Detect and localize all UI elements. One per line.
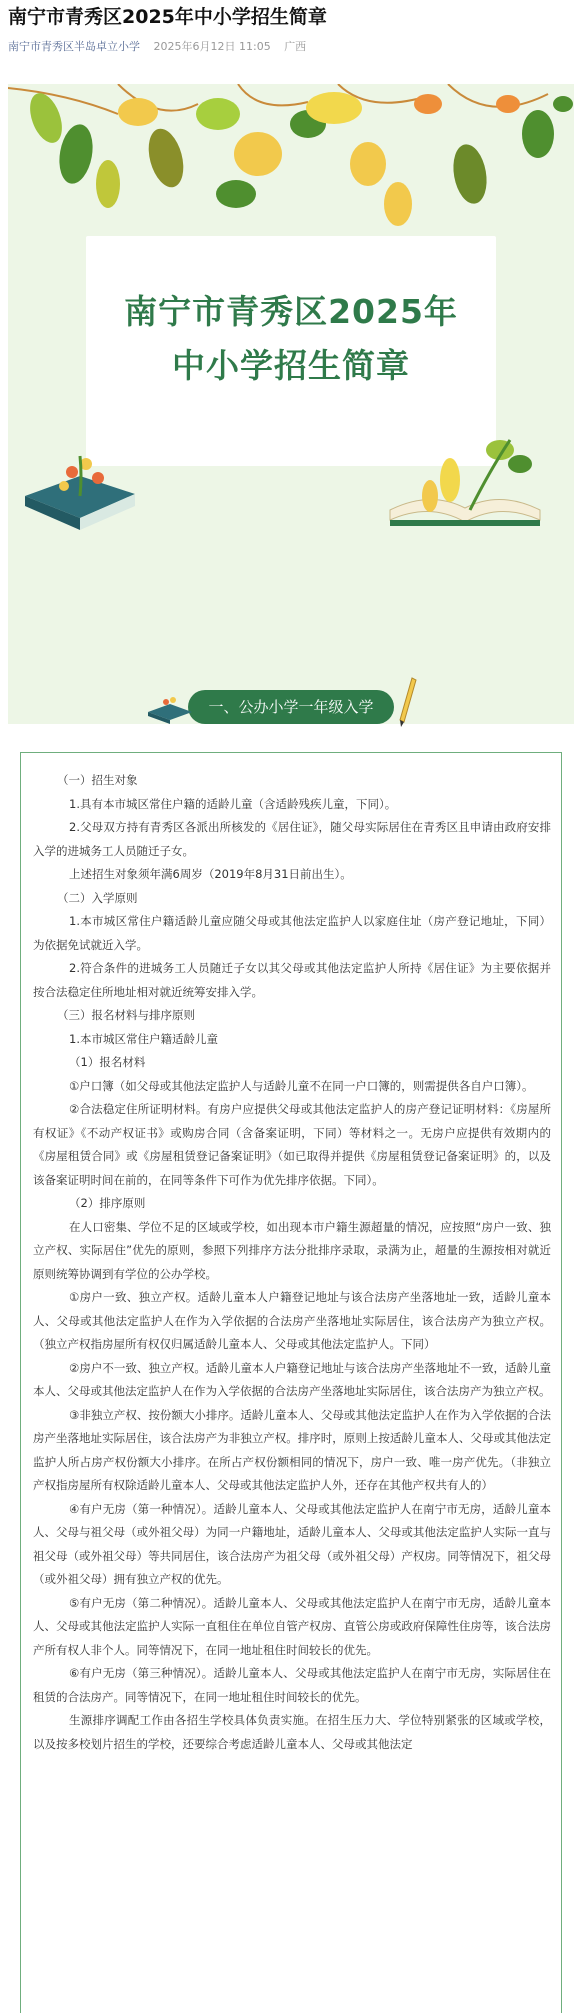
- body-paragraph: （2）排序原则: [69, 1196, 146, 1210]
- body-paragraph: 1.本市城区常住户籍适龄儿童: [69, 1031, 218, 1046]
- body-paragraph: 在人口密集、学位不足的区域或学校，如出现本市户籍生源超量的情况，应按照“房户一致、独立产权、实际居住”优先的原则，参照下列排序方法分批排序录取，录满为止，超量的生源按相对就近原则统筹协调到有学位的公办学校。: [33, 1219, 551, 1281]
- body-paragraph: ④有户无房（第一种情况）。适龄儿童本人、父母或其他法定监护人在南宁市无房，适龄儿童本人、父母与祖父母（或外祖父母）为同一户籍地址，适龄儿童本人、父母或其他法定监护人实际一直与祖父母（或外祖父母）等共同居住，该合法房产为祖父母（或外祖父母）产权房。同等情况下，祖父母（或外祖父母）拥有独立产权的优先。: [33, 1501, 551, 1586]
- article-meta: [8, 38, 306, 56]
- publish-date: 2025年6月12日 11:05: [153, 40, 271, 53]
- leaves-decoration-icon: [8, 84, 574, 234]
- poster-title-line2: 中小学招生简章: [172, 346, 410, 385]
- article-body: [33, 769, 551, 1756]
- book-with-flowers-icon: [20, 446, 140, 536]
- body-paragraph: 2.父母双方持有青秀区各派出所核发的《居住证》，随父母实际居住在青秀区且申请由政府安排入学的进城务工人员随迁子女。: [33, 820, 551, 858]
- body-paragraph: ①户口簿（如父母或其他法定监护人与适龄儿童不在同一户口簿的，则需提供各自户口簿）。: [69, 1078, 534, 1093]
- body-paragraph: ⑤有户无房（第二种情况）。适龄儿童本人、父母或其他法定监护人在南宁市无房，适龄儿童本人、父母或其他法定监护人实际一直租住在单位自管产权房、直管公房或政府保障性住房等，该合法房产所有权人非个人。同等情况下，在同一地址租住时间较长的优先。: [33, 1595, 551, 1657]
- body-paragraph: （一）招生对象: [57, 773, 138, 787]
- account-name-link[interactable]: 南宁市青秀区半岛卓立小学: [8, 40, 140, 53]
- section-header-pill: 一、公办小学一年级入学: [188, 690, 394, 724]
- body-paragraph: 2.符合条件的进城务工人员随迁子女以其父母或其他法定监护人所持《居住证》为主要依据并按合法稳定住所地址相对就近统筹安排入学。: [33, 961, 551, 999]
- content-box: [20, 752, 562, 2013]
- poster-title-line1: 南宁市青秀区2025年: [124, 292, 458, 331]
- article-title: 南宁市青秀区2025年中小学招生简章: [8, 6, 327, 28]
- body-paragraph: 上述招生对象须年满6周岁（2019年8月31日前出生）。: [69, 867, 352, 881]
- body-paragraph: ①房户一致、独立产权。适龄儿童本人户籍登记地址与该合法房产坐落地址一致，适龄儿童本人、父母或其他法定监护人在作为入学依据的合法房产坐落地址实际居住，该合法房产为独立产权。（独立产权指房屋所有权仅归属适龄儿童本人、父母或其他法定监护人。下同）: [33, 1290, 551, 1351]
- body-paragraph: （1）报名材料: [69, 1055, 146, 1069]
- poster-image: [8, 84, 574, 724]
- body-paragraph: ②合法稳定住所证明材料。有房户应提供父母或其他法定监护人的房产登记证明材料：《房屋所有权证》《不动产权证书》或购房合同（含备案证明，下同）等材料之一。无房户应提供有效期内的《房屋租赁合同》或《房屋租赁登记备案证明》（如已取得并提供《房屋租赁登记备案证明》的，以及该备案证明时间在前的，在同等条件下可作为优先排序依据。下同）。: [33, 1102, 551, 1187]
- body-paragraph: ③非独立产权、按份额大小排序。适龄儿童本人、父母或其他法定监护人在作为入学依据的合法房产坐落地址实际居住，该合法房产为非独立产权。排序时，原则上按适龄儿童本人、父母或其他法定监护人所占房产权份额大小排序。在所占产权份额相同的情况下，房户一致、唯一房产优先。（非独立产权指房屋所有权除适龄儿童本人、父母或其他法定监护人外，还存在其他产权共有人的）: [33, 1407, 551, 1492]
- open-book-plant-icon: [380, 430, 550, 540]
- body-paragraph: （二）入学原则: [57, 890, 138, 905]
- pencil-icon: [398, 676, 418, 728]
- body-paragraph: 1.本市城区常住户籍适龄儿童应随父母或其他法定监护人以家庭住址（房产登记地址，下同）为依据免试就近入学。: [33, 914, 551, 952]
- body-paragraph: 生源排序调配工作由各招生学校具体负责实施。在招生压力大、学位特别紧张的区域或学校，以及按多校划片招生的学校，还要综合考虑适龄儿童本人、父母或其他法定: [33, 1713, 551, 1751]
- body-paragraph: 1.具有本市城区常住户籍的适龄儿童（含适龄残疾儿童，下同）。: [69, 796, 397, 811]
- body-paragraph: ②房户不一致、独立产权。适龄儿童本人户籍登记地址与该合法房产坐落地址不一致，适龄儿童本人、父母或其他法定监护人在作为入学依据的合法房产坐落地址实际居住，该合法房产为独立产权。: [33, 1360, 551, 1398]
- location-label: 广西: [284, 40, 307, 53]
- body-paragraph: ⑥有户无房（第三种情况）。适龄儿童本人、父母或其他法定监护人在南宁市无房，实际居住在租赁的合法房产。同等情况下，在同一地址租住时间较长的优先。: [33, 1666, 551, 1704]
- body-paragraph: （三）报名材料与排序原则: [57, 1008, 195, 1022]
- section-book-icon: [146, 694, 194, 726]
